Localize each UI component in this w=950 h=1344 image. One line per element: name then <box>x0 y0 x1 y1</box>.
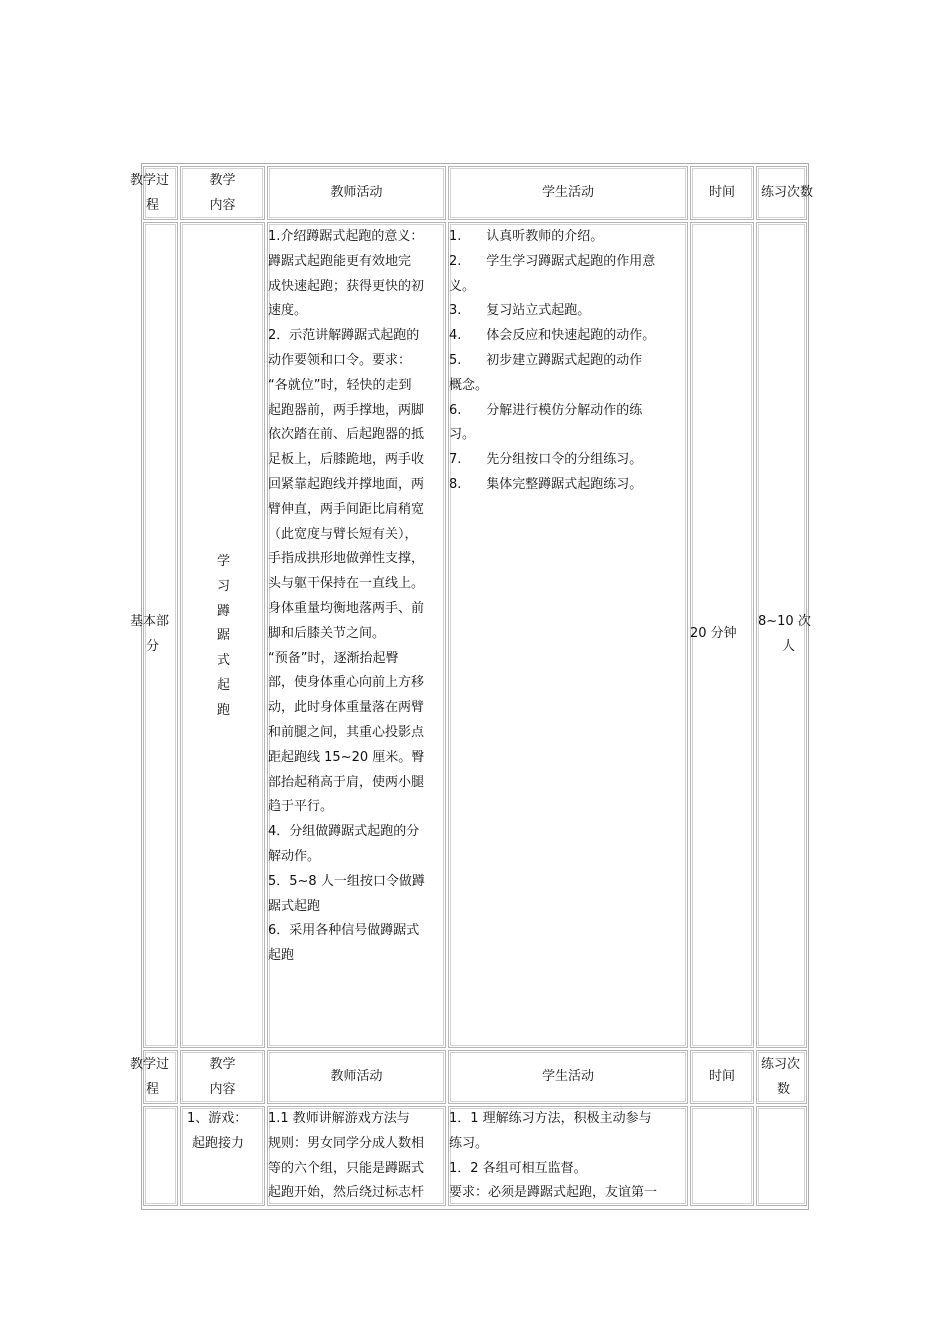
header2-time-label: 时间 <box>708 1069 735 1084</box>
header2-process-line2: 程 <box>146 1082 160 1097</box>
basic-time-value: 20 分钟 <box>690 626 737 641</box>
header-process-line1: 教学过 <box>130 173 170 188</box>
header2-teacher-label: 教师活动 <box>330 1069 383 1084</box>
game-teacher-line: 等的六个组，只能是蹲踞式 <box>268 1160 425 1176</box>
basic-count-line1: 8~10 次 <box>758 614 811 629</box>
teacher-activity-line: 和前腿之间，其重心投影点 <box>268 725 425 740</box>
teacher-activity-line: 距起跑线 15~20 厘米。臀 <box>268 749 425 765</box>
header-process-line2: 程 <box>146 198 160 213</box>
content-char: 跑 <box>217 702 231 718</box>
game-time-cell <box>690 1106 754 1206</box>
teacher-activity-line: 脚和后膝关节之间。 <box>268 625 386 641</box>
teacher-activity-line: 依次踏在前、后起跑器的抵 <box>268 427 425 443</box>
header2-count-line2: 数 <box>777 1082 791 1097</box>
game-process-cell <box>143 1106 178 1206</box>
student-activity-line: 7. 先分组按口令的分组练习。 <box>449 452 643 468</box>
content-char: 起 <box>217 678 231 693</box>
teacher-activity-line: 4．分组做蹲踞式起跑的分 <box>268 824 420 840</box>
game-content-line2: 起跑接力 <box>192 1136 245 1151</box>
teacher-activity-line: 起跑 <box>268 948 295 964</box>
game-teacher-line: 1.1 教师讲解游戏方法与 <box>268 1111 410 1126</box>
student-activity-line: 习。 <box>449 427 476 443</box>
student-activity-line: 3. 复习站立式起跑。 <box>449 303 591 319</box>
game-student-line: 1．1 理解练习方法，积极主动参与 <box>449 1111 652 1126</box>
teacher-activity-line: 头与躯干保持在一直线上。 <box>268 576 425 592</box>
teacher-activity-line: 起跑器前，两手撑地，两脚 <box>268 402 425 418</box>
teacher-activity-line: 动，此时身体重量落在两臂 <box>268 700 425 716</box>
header-count-label: 练习次数 <box>761 185 814 200</box>
teacher-activity-line: 臂伸直，两手间距比肩稍宽 <box>268 501 425 517</box>
basic-count-line2: 人 <box>782 639 796 654</box>
header2-student-label: 学生活动 <box>541 1069 594 1084</box>
header-content-line2: 内容 <box>209 198 236 213</box>
teacher-activity-line: 回紧靠起跑线并撑地面，两 <box>268 477 425 492</box>
student-activity-line: 5. 初步建立蹲踞式起跑的动作 <box>449 353 643 368</box>
teacher-activity-line: 动作要领和口令。要求： <box>268 353 412 368</box>
student-activity-line: 1. 认真听教师的介绍。 <box>449 229 604 244</box>
header-student-label: 学生活动 <box>541 185 594 200</box>
content-char: 式 <box>217 653 231 669</box>
teacher-activity-line: （此宽度与臂长短有关）， <box>268 526 418 542</box>
student-activity-line: 4. 体会反应和快速起跑的动作。 <box>449 328 656 344</box>
teacher-activity-line: 身体重量均衡地落两手、前 <box>268 601 425 616</box>
basic-process-line2: 分 <box>146 639 160 654</box>
header2-content-line1: 教学 <box>209 1057 236 1072</box>
header2-process-line1: 教学过 <box>130 1057 170 1072</box>
header2-content-line2: 内容 <box>209 1082 236 1097</box>
teacher-activity-line: 成快速起跑；获得更快的初 <box>268 278 425 294</box>
header2-count-line1: 练习次 <box>761 1057 801 1072</box>
header-teacher-label: 教师活动 <box>330 185 383 200</box>
student-activity-line: 概念。 <box>449 377 489 393</box>
content-char: 学 <box>217 554 231 569</box>
game-teacher-line: 规则：男女同学分成人数相 <box>268 1135 425 1151</box>
teacher-activity-line: 5．5~8 人一组按口令做蹲 <box>268 873 425 889</box>
student-activity-line: 6. 分解进行模仿分解动作的练 <box>449 402 643 418</box>
teacher-activity-line: 部，使身体重心向前上方移 <box>268 675 425 691</box>
header-content-line1: 教学 <box>209 173 236 188</box>
student-activity-line: 义。 <box>449 278 476 294</box>
teacher-activity-line: 1.介绍蹲踞式起跑的意义： <box>268 229 424 244</box>
game-student-line: 练习。 <box>449 1135 489 1151</box>
student-activity-line: 2. 学生学习蹲踞式起跑的作用意 <box>449 253 656 269</box>
header-time-label: 时间 <box>708 185 735 200</box>
teacher-activity-line: 部抬起稍高于肩，使两小腿 <box>268 774 425 790</box>
game-teacher-line: 起跑开始，然后绕过标志杆 <box>268 1185 425 1201</box>
teacher-activity-line: 手指成拱形地做弹性支撑， <box>268 551 425 567</box>
teacher-activity-line: 踞式起跑 <box>268 898 321 914</box>
content-char: 蹲 <box>217 603 231 619</box>
teacher-activity-line: 6．采用各种信号做蹲踞式 <box>268 923 420 939</box>
teacher-activity-line: 解动作。 <box>268 849 321 864</box>
game-count-cell <box>756 1106 807 1206</box>
game-student-line: 要求：必须是蹲踞式起跑，友谊第一 <box>449 1185 658 1201</box>
teacher-activity-line: 2．示范讲解蹲踞式起跑的 <box>268 328 420 344</box>
content-char: 踞 <box>217 628 231 644</box>
teacher-activity-line: 足板上，后膝跪地，两手收 <box>268 452 425 468</box>
basic-process-line1: 基本部 <box>130 614 170 629</box>
teacher-activity-line: 速度。 <box>268 303 308 319</box>
teacher-activity-line: “预备”时，逐渐抬起臀 <box>268 650 399 666</box>
student-activity-line: 8. 集体完整蹲踞式起跑练习。 <box>449 477 643 492</box>
teacher-activity-line: 蹲踞式起跑能更有效地完 <box>268 253 412 269</box>
teacher-activity-line: “各就位”时，轻快的走到 <box>268 377 412 393</box>
teacher-activity-line: 趋于平行。 <box>268 799 334 815</box>
content-char: 习 <box>217 578 231 594</box>
game-content-line1: 1、游戏： <box>187 1111 248 1126</box>
game-student-line: 1．2 各组可相互监督。 <box>449 1160 587 1176</box>
